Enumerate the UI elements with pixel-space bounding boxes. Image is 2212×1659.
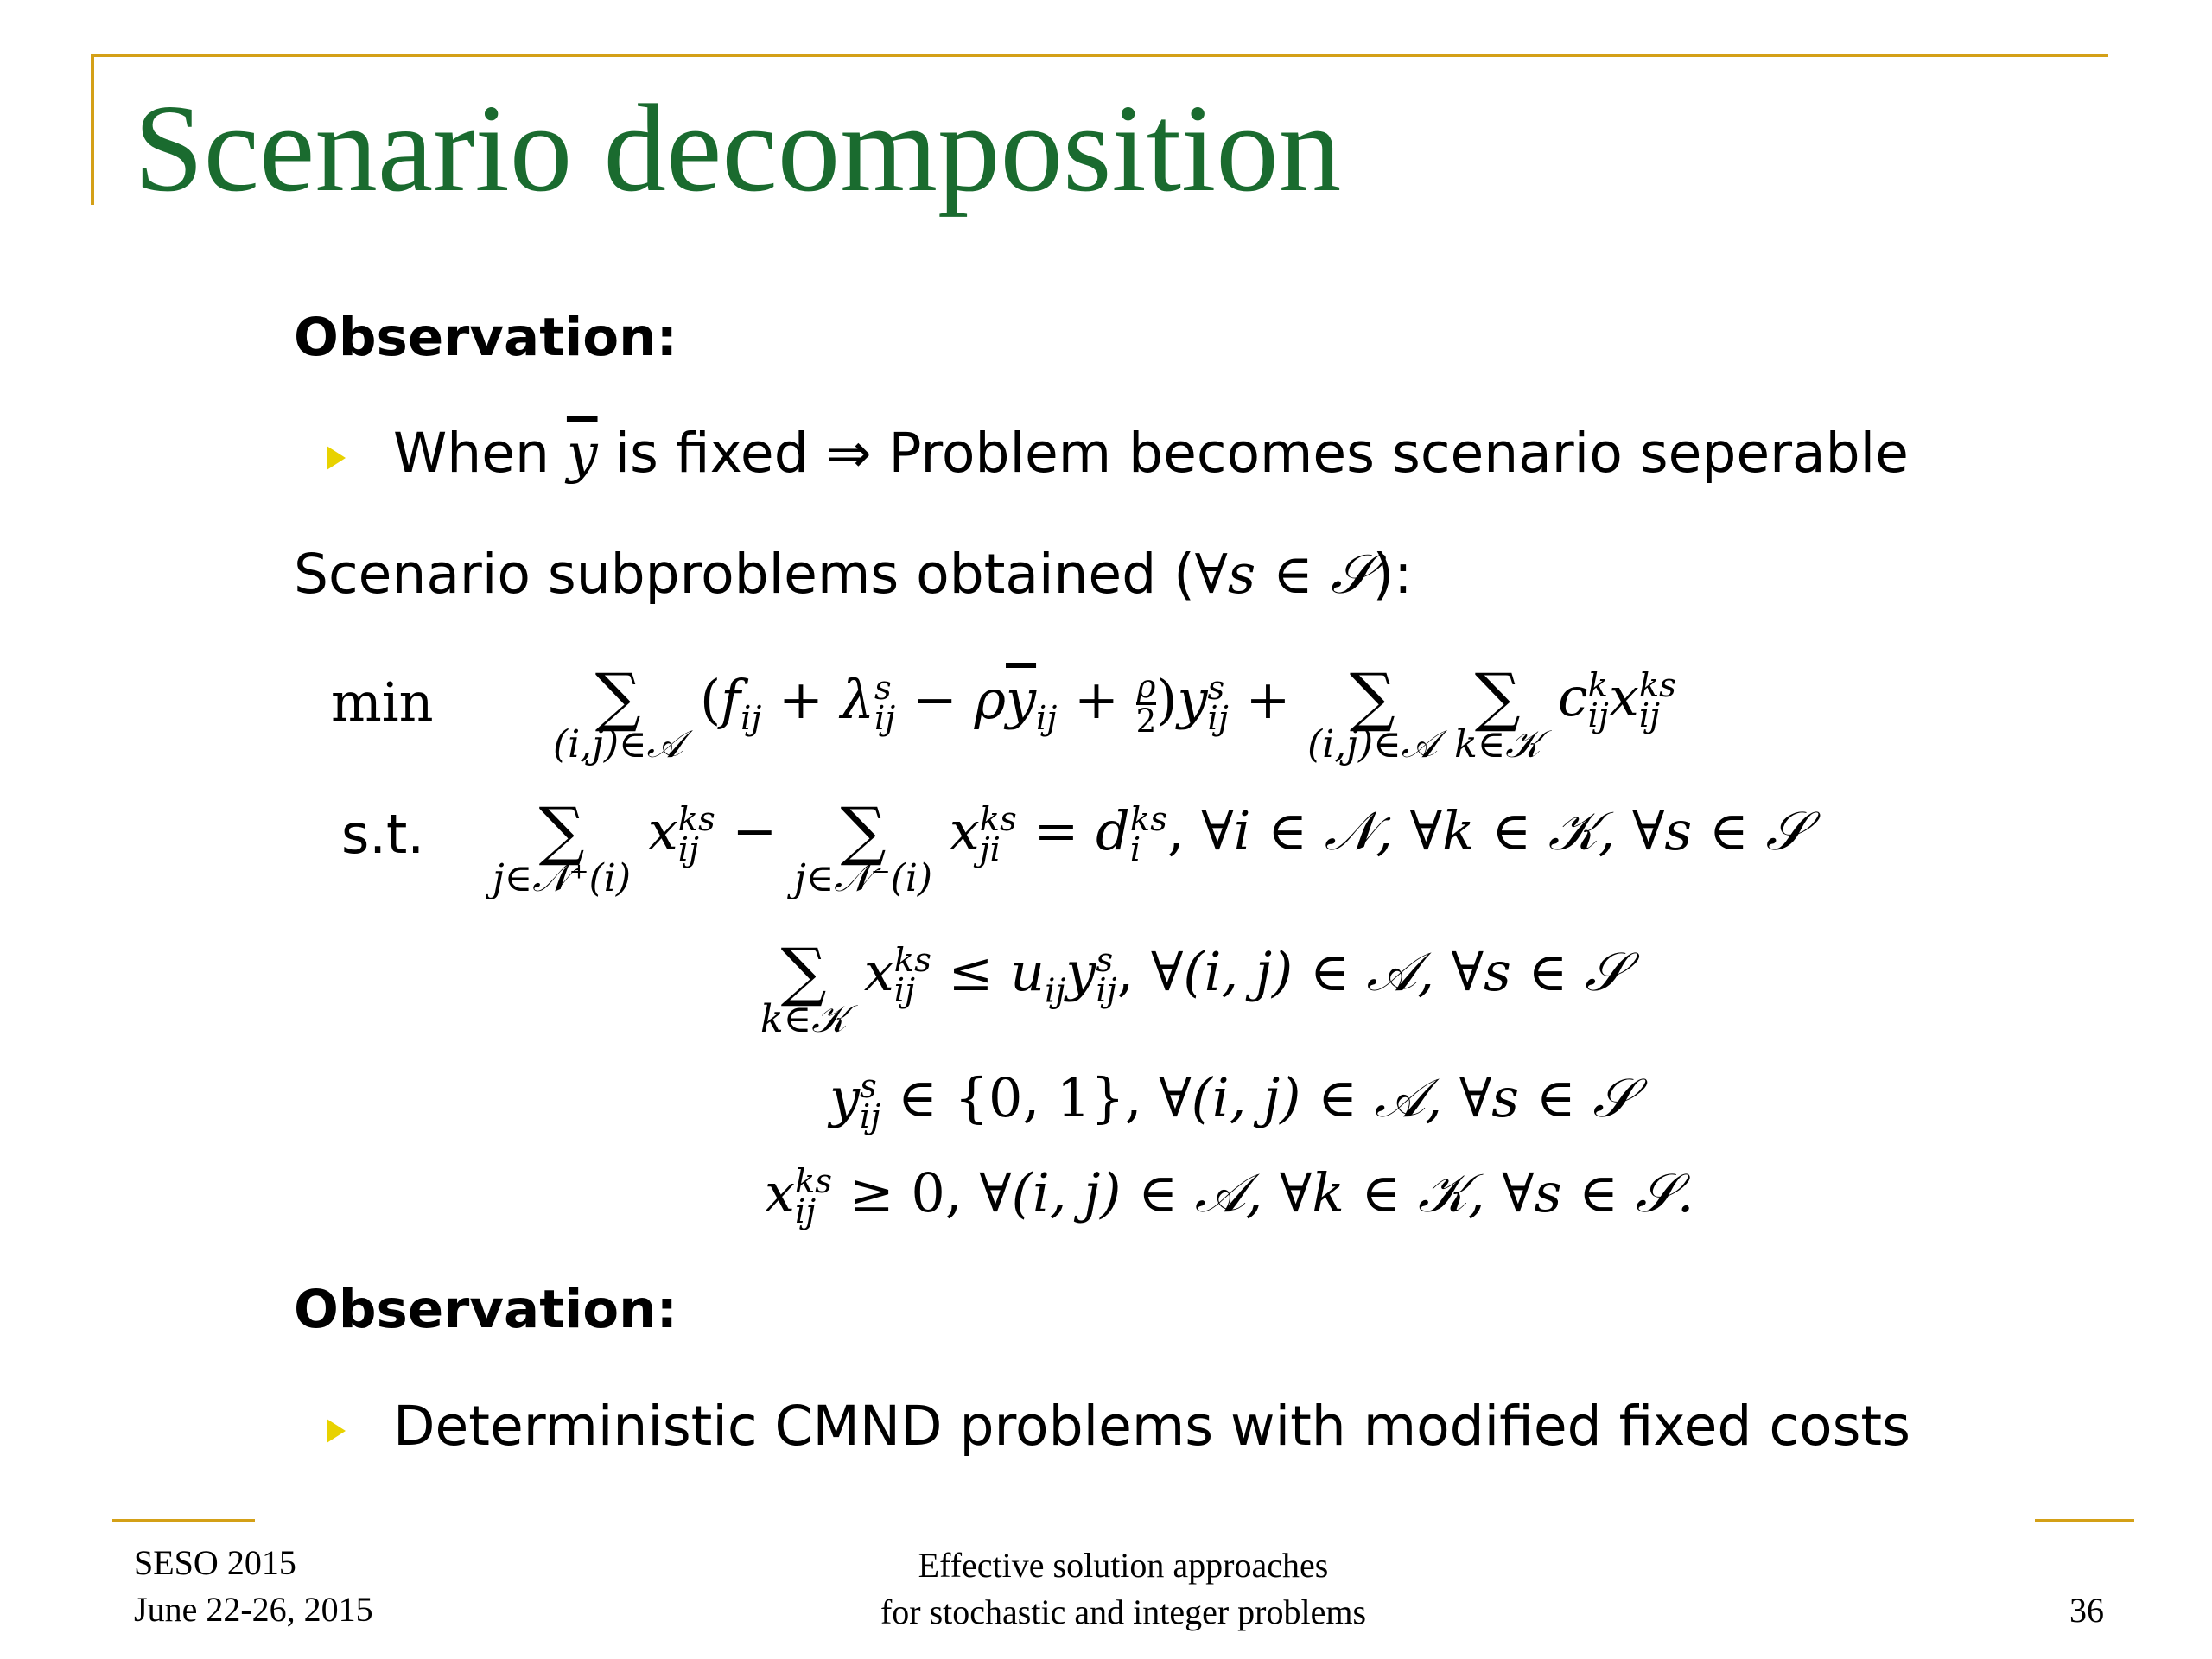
c1-sum-2-limit: j∈𝒩⁻(i) bbox=[794, 856, 933, 900]
bullet-arrow-icon bbox=[327, 1419, 346, 1443]
page-number: 36 bbox=[2069, 1591, 2104, 1630]
para-pre: Scenario subproblems obtained ( bbox=[294, 543, 1195, 606]
footer-left bbox=[134, 1540, 373, 1633]
c2-sum-limit: k∈𝒦 bbox=[760, 997, 848, 1041]
constraint-flow-conservation: ∑ j∈𝒩⁺(i) x ks ij − ∑ j∈𝒩⁻(i) x ks ji = d ks i , ∀i ∈ 𝒩, ∀k ∈ 𝒦, ∀s ∈ 𝒮 bbox=[493, 794, 1808, 900]
slide-title: Scenario decomposition bbox=[134, 79, 1342, 218]
footer-talk-title-1: Effective solution approaches bbox=[918, 1546, 1329, 1585]
top-rule bbox=[91, 54, 2108, 57]
c1-sum-1-limit: j∈𝒩⁺(i) bbox=[493, 856, 631, 900]
objective-term-2: c k ij x ks ij bbox=[1557, 665, 1676, 735]
bullet-arrow-icon bbox=[327, 446, 346, 470]
objective-sum-1: ∑ (i,j)∈𝒜 bbox=[553, 660, 683, 766]
footer-rule-right bbox=[2035, 1519, 2134, 1522]
c3-tail: ∀(i, j) ∈ 𝒜, ∀s ∈ 𝒮 bbox=[1159, 1066, 1635, 1129]
footer-dates: June 22-26, 2015 bbox=[134, 1590, 373, 1629]
objective-sum-3: ∑ k∈𝒦 bbox=[1454, 660, 1541, 766]
footer-center bbox=[847, 1542, 1400, 1636]
c2-tail: ∀(i, j) ∈ 𝒜, ∀s ∈ 𝒮 bbox=[1150, 940, 1627, 1003]
para-post: ): bbox=[1372, 543, 1413, 606]
c4-tail: ∀(i, j) ∈ 𝒜, ∀k ∈ 𝒦, ∀s ∈ 𝒮. bbox=[979, 1161, 1694, 1224]
min-label: min bbox=[331, 671, 434, 734]
constraint-binary: y s ij ∈ {0, 1}, ∀(i, j) ∈ 𝒜, ∀s ∈ 𝒮 bbox=[830, 1066, 1635, 1136]
bullet-item-1 bbox=[393, 422, 1909, 485]
objective-sum-1-limit: (i,j)∈𝒜 bbox=[553, 722, 683, 766]
ybar-symbol: $\overline{y}$ bbox=[566, 422, 598, 485]
objective-sum-2-limit: (i,j)∈𝒜 bbox=[1307, 722, 1438, 766]
left-rule bbox=[91, 54, 94, 205]
bullet-1-pre: When bbox=[393, 422, 567, 485]
scenario-subproblems-text bbox=[294, 543, 1412, 607]
observation-heading-1: Observation: bbox=[294, 307, 678, 368]
objective-term-1: ($f_{ij} + \lambda$ s ij − $\rho\overline{y}_{ij}$ + $\frac{\rho}{2}$ )y s ij + bbox=[699, 667, 1291, 741]
c4-rel: ≥ 0, bbox=[849, 1161, 963, 1224]
constraint-capacity: ∑ k∈𝒦 x ks ij ≤ $u_{ij}y$ s ij , ∀(i, j) ∈ 𝒜, ∀s ∈ 𝒮 bbox=[760, 935, 1627, 1041]
footer-conference: SESO 2015 bbox=[134, 1543, 296, 1582]
c2-sum: ∑ k∈𝒦 bbox=[760, 935, 848, 1041]
bullet-1-post: is fixed ⇒ Problem becomes scenario seperable bbox=[597, 422, 1909, 485]
c1-sum-1: ∑ j∈𝒩⁺(i) bbox=[493, 794, 631, 900]
footer-rule-left bbox=[112, 1519, 255, 1522]
c1-sum-2: ∑ j∈𝒩⁻(i) bbox=[794, 794, 933, 900]
constraint-nonnegativity: x ks ij ≥ 0, ∀(i, j) ∈ 𝒜, ∀k ∈ 𝒦, ∀s ∈ 𝒮. bbox=[765, 1161, 1694, 1231]
para-math: ∀s ∈ 𝒮 bbox=[1194, 543, 1373, 606]
c3-set: ∈ {0, 1}, bbox=[897, 1066, 1142, 1129]
st-label: s.t. bbox=[341, 803, 425, 866]
c1-tail: ∀i ∈ 𝒩, ∀k ∈ 𝒦, ∀s ∈ 𝒮 bbox=[1201, 799, 1808, 862]
objective-row bbox=[553, 660, 1676, 766]
bullet-item-2: Deterministic CMND problems with modified fixed costs bbox=[393, 1395, 1910, 1458]
objective-sum-3-limit: k∈𝒦 bbox=[1454, 722, 1541, 766]
observation-heading-2: Observation: bbox=[294, 1279, 678, 1340]
objective-sum-2: ∑ (i,j)∈𝒜 bbox=[1307, 660, 1438, 766]
footer-talk-title-2: for stochastic and integer problems bbox=[880, 1592, 1367, 1631]
